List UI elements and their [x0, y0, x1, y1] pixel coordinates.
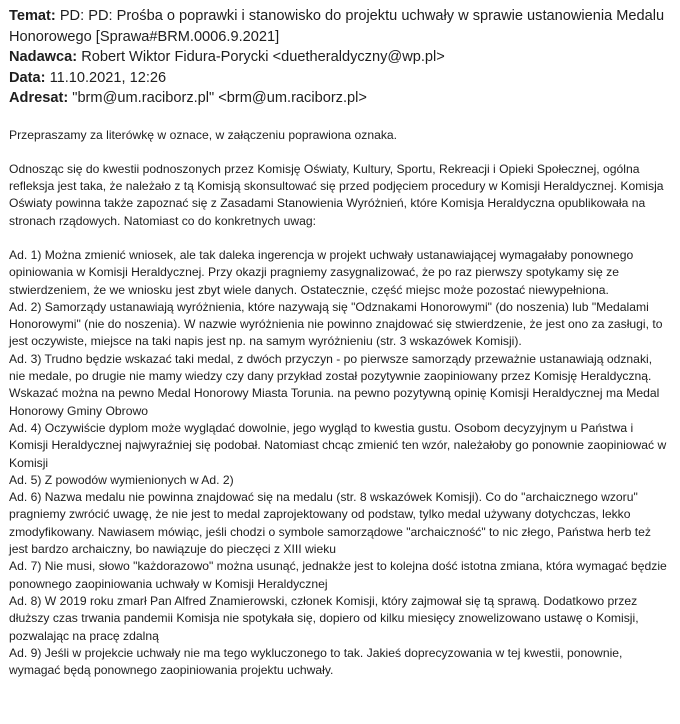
- remark-item: Ad. 4) Oczywiście dyplom może wyglądać dowolnie, jego wygląd to kwestia gustu. Osobom decyzyjnym u Państwa i Komisji Heraldycznej najwyraźniej się podobał. Natomiast chcąc zmienić ten wzór, należałoby go ponownie zaopiniować w Komisji: [9, 420, 667, 470]
- subject-label: Temat:: [9, 8, 56, 24]
- remark-item: Ad. 7) Nie musi, słowo "każdorazowo" można usunąć, jednakże jest to kolejna dość istotna zmiana, która wymagać będzie ponownego zaopiniowania uchwały w Komisji Heraldycznej: [9, 559, 667, 591]
- remark-item: Ad. 3) Trudno będzie wskazać taki medal, z dwóch przyczyn - po pierwsze samorządy przeważnie ustanawiają odznaki, nie medale, po drugie nie mamy wiedzy czy dany przykład został pozytywnie zaopiniowany przez Komisję Heraldyczną. Wskazać można na pewno Medal Honorowy Miasta Torunia. na pewno pozytywną opinię Komisji Heraldycznej ma Medal Honorowy Gminy Obrowo: [9, 351, 660, 418]
- email-headers: [9, 6, 670, 109]
- remark-item: Ad. 6) Nazwa medalu nie powinna znajdować się na medalu (str. 8 wskazówek Komisji). Co do "archaicznego wzoru" pragniemy zwrócić uwagę, że nie jest to medal zaprojektowany od podstaw, tylko medal używany dotychczas, lekko zmodyfikowany. Nawiasem mówiąc, jeśli chodzi o symbole samorządowe "archaiczność" to nic złego, Państwa herb też jest bardzo archaiczny, bo nawiązuje do pieczęci z XIII wieku: [9, 490, 652, 557]
- recipient-value[interactable]: "brm@um.raciborz.pl" <brm@um.raciborz.pl>: [72, 90, 367, 106]
- sender-label: Nadawca:: [9, 49, 78, 65]
- remark-item: Ad. 5) Z powodów wymienionych w Ad. 2): [9, 472, 234, 487]
- paragraph-gap: [9, 144, 670, 161]
- subject-line: [9, 6, 670, 47]
- date-label: Data:: [9, 69, 46, 86]
- sender-line: [9, 47, 670, 68]
- remark-item: Ad. 8) W 2019 roku zmarł Pan Alfred Znamierowski, członek Komisji, który zajmował się tą sprawą. Dodatkowo przez dłuższy czas trwania pandemii Komisja nie spotykała się, dopiero od kilku miesięcy znowelizowano ustawę o Komisji, pozwalając na pracę zdalną: [9, 593, 639, 643]
- date-line: [9, 68, 670, 89]
- remark-item: Ad. 2) Samorządy ustanawiają wyróżnienia, które nazywają się "Odznakami Honorowymi" (do noszenia) lub "Medalami Honorowymi" (nie do noszenia). W nazwie wyróżnienia nie powinno znajdować się stwierdzenie, że jest ono za zasługi, to jest oczywiste, miejsce na taki napis jest np. na samym wyróżnieniu (str. 3 wskazówek Komisji).: [9, 299, 663, 349]
- apology-paragraph: Przepraszamy za literówkę w oznace, w załączeniu poprawiona oznaka.: [9, 127, 398, 142]
- email-body: [9, 127, 670, 680]
- paragraph-gap: [9, 230, 670, 247]
- intro-paragraph: Odnosząc się do kwestii podnoszonych przez Komisję Oświaty, Kultury, Sportu, Rekreacji i Opieki Społecznej, ogólna refleksja jest taka, że należało z tą Komisją skonsultować się przed podjęciem procedury w Komisji Heraldycznej. Komisja Oświaty powinna także zapoznać się z Zasadami Stanowienia Wyróżnień, które Komisja Heraldyczna opublikowała na stronach rządowych. Natomiast co do konkretnych uwag:: [9, 161, 664, 228]
- subject-value: PD: PD: Prośba o poprawki i stanowisko do projektu uchwały w sprawie ustanowienia Medalu Honorowego [Sprawa#BRM.0006.9.2021]: [9, 8, 665, 45]
- recipient-line: [9, 88, 670, 109]
- remarks-list: [9, 247, 670, 679]
- sender-value[interactable]: Robert Wiktor Fidura-Porycki <duetheraldyczny@wp.pl>: [81, 49, 445, 65]
- remark-item: Ad. 1) Można zmienić wniosek, ale tak daleka ingerencja w projekt uchwały ustanawiającej wymagałaby ponownego opiniowania w Komisji Heraldycznej. Przy okazji pragniemy zasygnalizować, że po raz pierwszy spotykamy się ze stwierdzeniem, że we wniosku jest zbyt wiele danych. Ostatecznie, część miejsc może pozostać niewypełniona.: [9, 247, 634, 297]
- remark-item: Ad. 9) Jeśli w projekcie uchwały nie ma tego wykluczonego to tak. Jakieś doprecyzowania w tej kwestii, ponownie, wymagać będą ponownego zaopiniowania projektu uchwały.: [9, 645, 623, 678]
- recipient-label: Adresat:: [9, 90, 69, 106]
- date-value: 11.10.2021, 12:26: [49, 69, 167, 86]
